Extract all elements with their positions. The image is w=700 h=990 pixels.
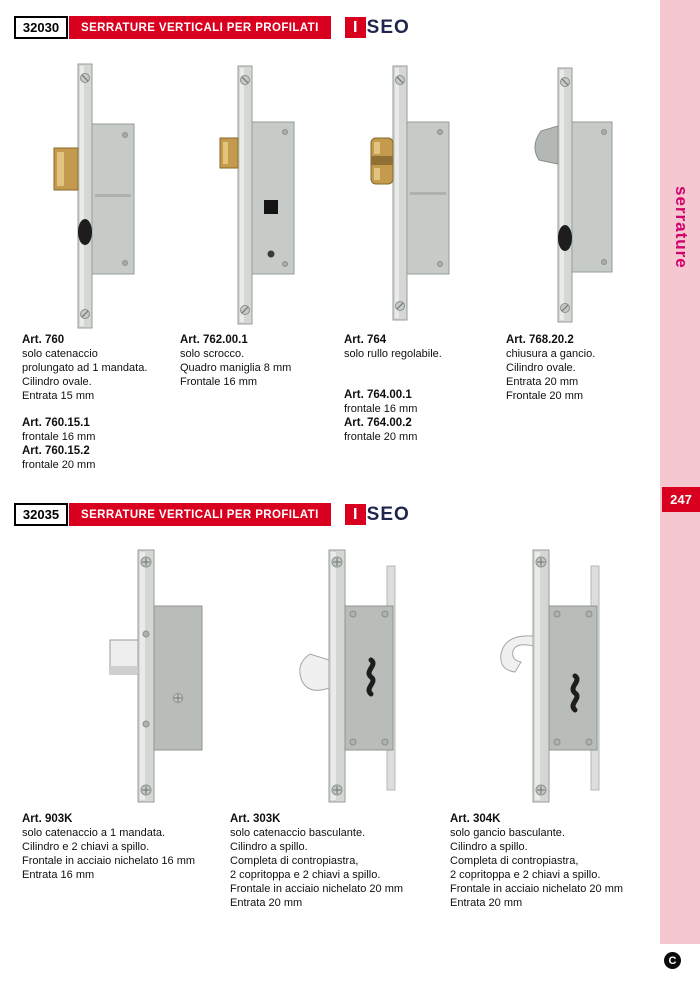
art-number: Art. 903K	[22, 813, 73, 825]
text-line: Frontale 20 mm	[506, 390, 584, 402]
product-text-art-303k	[230, 812, 445, 910]
lock-hook-oval-cylinder-image	[526, 66, 621, 324]
art-number: Art. 303K	[230, 813, 281, 825]
art-number: Art. 764.00.1	[344, 389, 412, 401]
text-line: Completa di contropiastra,	[230, 855, 359, 867]
text-line: Entrata 15 mm	[22, 390, 95, 402]
art-number: Art. 760.15.2	[22, 445, 90, 457]
lock-swing-hook-image	[487, 548, 607, 806]
section-code: 32035	[14, 503, 68, 526]
text-line: solo scrocco.	[180, 348, 245, 360]
product-text-art-764	[344, 333, 496, 444]
text-line: frontale 20 mm	[344, 431, 418, 443]
product-photo-art-764	[363, 64, 453, 322]
lock-latch-square-spindle-image	[208, 64, 298, 326]
text-line: Entrata 20 mm	[230, 897, 303, 909]
iseo-logo-text: SEO	[366, 17, 410, 38]
section-header-32035	[14, 503, 410, 526]
product-photo-art-762	[208, 64, 298, 326]
text-line: Completa di contropiastra,	[450, 855, 579, 867]
lock-adjustable-roller-image	[363, 64, 453, 322]
text-line: Frontale in acciaio nichelato 16 mm	[22, 855, 196, 867]
text-line: Entrata 16 mm	[22, 869, 95, 881]
text-line: solo catenaccio basculante.	[230, 827, 366, 839]
iseo-logo	[345, 503, 410, 526]
section-code: 32030	[14, 16, 68, 39]
iseo-logo	[345, 16, 410, 39]
text-line: frontale 16 mm	[344, 403, 418, 415]
lock-swing-bolt-image	[283, 548, 403, 806]
text-line: Quadro maniglia 8 mm	[180, 362, 292, 374]
iseo-logo-i-mark: I	[345, 504, 366, 525]
text-line: Entrata 20 mm	[506, 376, 579, 388]
art-number: Art. 764	[344, 334, 387, 346]
product-text-art-762	[180, 333, 332, 389]
text-line: Cilindro a spillo.	[230, 841, 308, 853]
text-line: Cilindro ovale.	[506, 362, 576, 374]
iseo-logo-i-mark: I	[345, 17, 366, 38]
text-line: frontale 20 mm	[22, 459, 96, 471]
text-line: solo catenaccio	[22, 348, 98, 360]
lock-deadbolt-brass-oval-cylinder-image	[48, 62, 138, 330]
lock-deadbolt-nickel-image	[92, 548, 212, 806]
product-text-art-760	[22, 333, 174, 472]
text-line: solo gancio basculante.	[450, 827, 565, 839]
art-number: Art. 768.20.2	[506, 334, 574, 346]
text-line: Entrata 20 mm	[450, 897, 523, 909]
art-number: Art. 760.15.1	[22, 417, 90, 429]
product-text-art-304k	[450, 812, 655, 910]
pink-sidebar	[660, 0, 700, 944]
section-banner: SERRATURE VERTICALI PER PROFILATI	[69, 16, 331, 39]
text-line: chiusura a gancio.	[506, 348, 596, 360]
text-line: solo rullo regolabile.	[344, 348, 442, 360]
text-line: Cilindro a spillo.	[450, 841, 528, 853]
text-line: frontale 16 mm	[22, 431, 96, 443]
text-line: 2 copritoppa e 2 chiavi a spillo.	[230, 869, 381, 881]
text-line: Cilindro e 2 chiavi a spillo.	[22, 841, 150, 853]
art-number: Art. 764.00.2	[344, 417, 412, 429]
corner-logo: C	[664, 952, 681, 969]
art-number: Art. 304K	[450, 813, 501, 825]
text-line: Frontale in acciaio nichelato 20 mm	[230, 883, 404, 895]
art-number: Art. 762.00.1	[180, 334, 248, 346]
side-tab-label: serrature	[672, 186, 691, 269]
iseo-logo-text: SEO	[366, 504, 410, 525]
section-banner: SERRATURE VERTICALI PER PROFILATI	[69, 503, 331, 526]
product-photo-art-303k	[283, 548, 403, 806]
text-line: Frontale 16 mm	[180, 376, 258, 388]
product-text-art-903k	[22, 812, 230, 882]
product-photo-art-760	[48, 62, 138, 330]
text-line: Frontale in acciaio nichelato 20 mm	[450, 883, 624, 895]
product-photo-art-304k	[487, 548, 607, 806]
section-header-32030	[14, 16, 410, 39]
page-number-badge: 247	[662, 487, 700, 512]
text-line: prolungato ad 1 mandata.	[22, 362, 148, 374]
art-number: Art. 760	[22, 334, 65, 346]
product-photo-art-768	[526, 66, 621, 324]
product-photo-art-903k	[92, 548, 212, 806]
text-line: Cilindro ovale.	[22, 376, 92, 388]
text-line: 2 copritoppa e 2 chiavi a spillo.	[450, 869, 601, 881]
text-line: solo catenaccio a 1 mandata.	[22, 827, 166, 839]
product-text-art-768	[506, 333, 651, 403]
